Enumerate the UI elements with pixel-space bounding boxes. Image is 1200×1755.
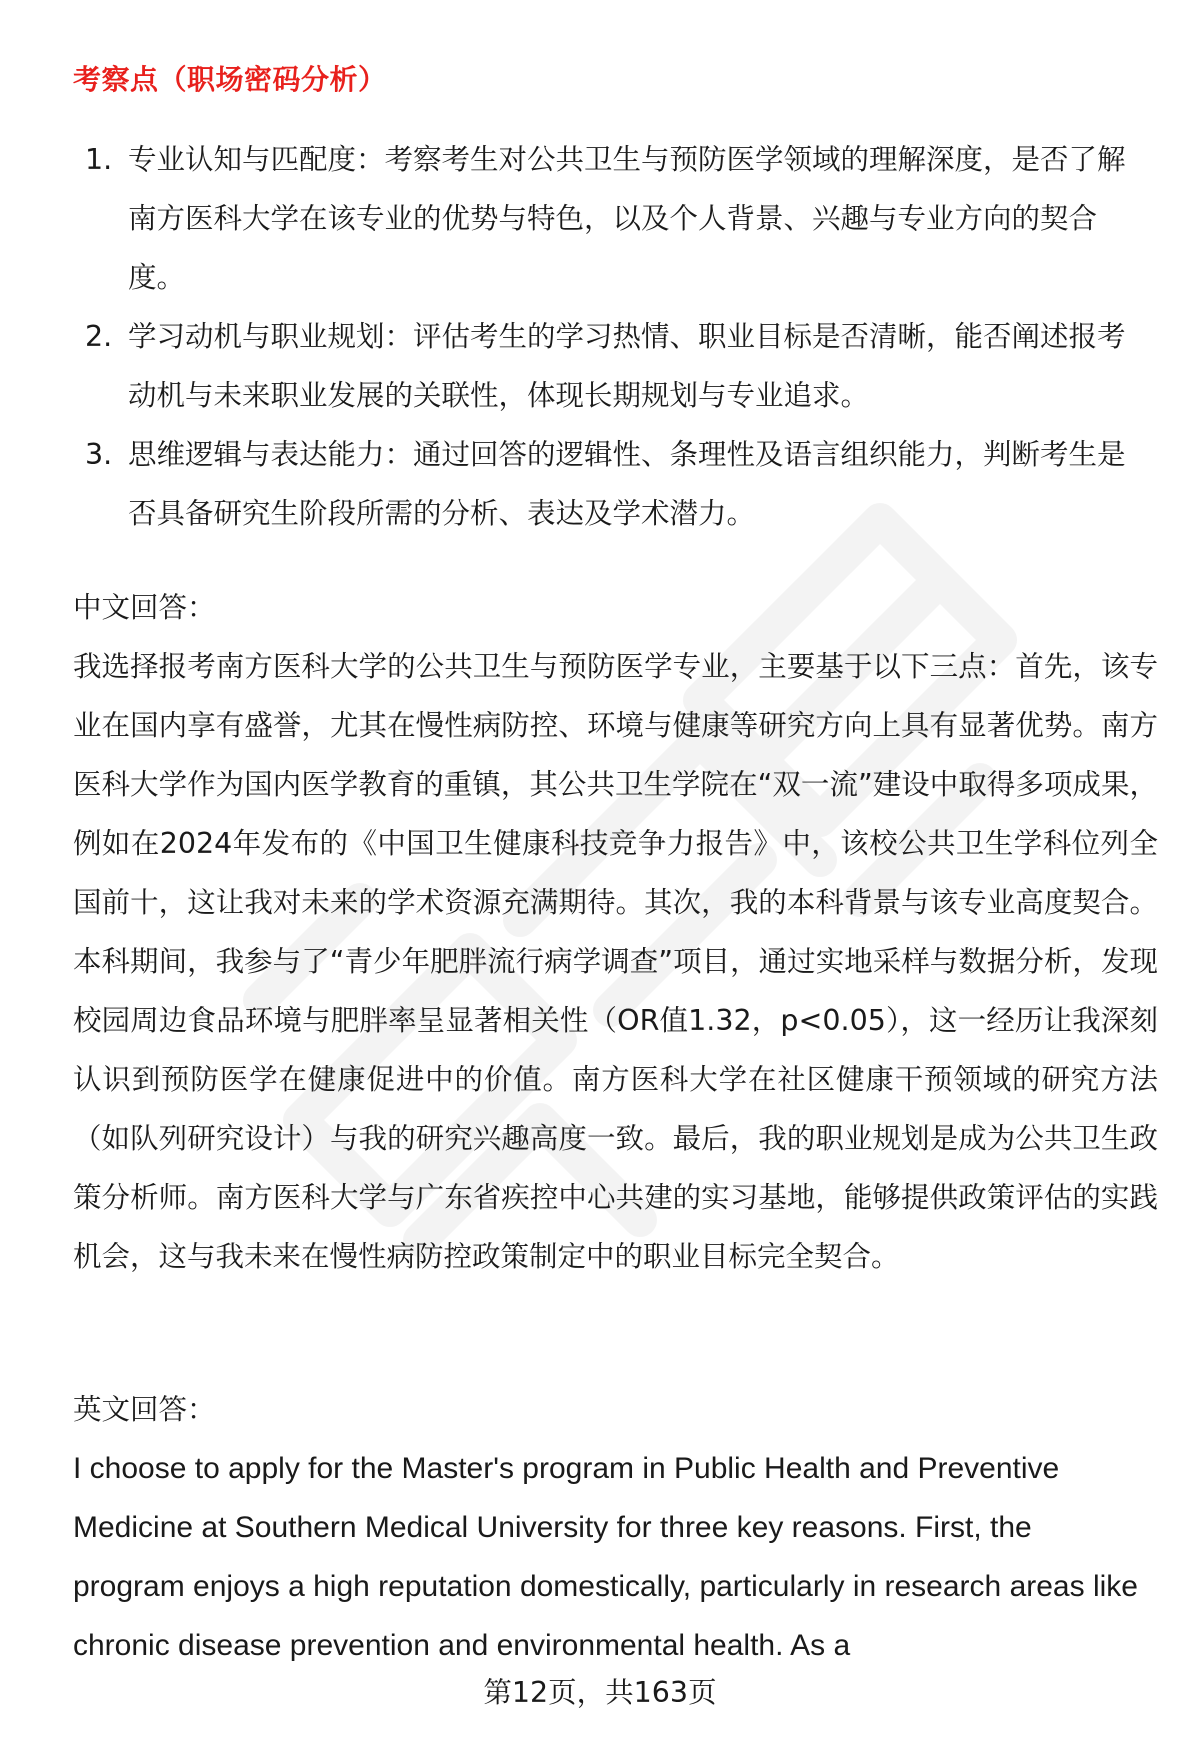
list-item-text: 专业认知与匹配度：考察考生对公共卫生与预防医学领域的理解深度，是否了解南方医科大学在该专业的优势与特色，以及个人背景、兴趣与专业方向的契合度。 (128, 143, 1126, 294)
list-number: 1. (85, 143, 113, 176)
chinese-answer-text: 我选择报考南方医科大学的公共卫生与预防医学专业，主要基于以下三点：首先，该专业在国内享有盛誉，尤其在慢性病防控、环境与健康等研究方向上具有显著优势。南方医科大学作为国内医学教育的重镇，其公共卫生学院在“双一流”建设中取得多项成果，例如在2024年发布的《中国卫生健康科技竞争力报告》中，该校公共卫生学科位列全国前十，这让我对未来的学术资源充满期待。其次，我的本科背景与该专业高度契合。本科期间，我参与了“青少年肥胖流行病学调查”项目，通过实地采样与数据分析，发现校园周边食品环境与肥胖率呈显著相关性（OR值1.32，p<0.05），这一经历让我深刻认识到预防医学在健康促进中的价值。南方医科大学在社区健康干预领域的研究方法（如队列研究设计）与我的研究兴趣高度一致。最后，我的职业规划是成为公共卫生政策分析师。南方医科大学与广东省疾控中心共建的实习基地，能够提供政策评估的实践机会，这与我未来在慢性病防控政策制定中的职业目标完全契合。 (73, 650, 1158, 1273)
english-answer-label: 英文回答： (73, 1393, 216, 1426)
list-number: 3. (85, 438, 113, 471)
chinese-answer-label: 中文回答： (73, 591, 216, 624)
list-item-text: 学习动机与职业规划：评估考生的学习热情、职业目标是否清晰，能否阐述报考动机与未来职业发展的关联性，体现长期规划与专业追求。 (128, 320, 1126, 412)
key-points-list (73, 130, 1153, 543)
list-number: 2. (85, 320, 113, 353)
page-number: 第12页，共163页 (483, 1676, 717, 1709)
english-answer-text: I choose to apply for the Master's program in Public Health and Preventive Medicine at Southern Medical University for three key reasons. First, the program enjoys a high reputation domestically, particularly in research areas like chronic disease prevention and environmental health. As a (73, 1452, 1138, 1662)
list-item-text: 思维逻辑与表达能力：通过回答的逻辑性、条理性及语言组织能力，判断考生是否具备研究生阶段所需的分析、表达及学术潜力。 (128, 438, 1126, 530)
list-item (73, 130, 1153, 307)
list-item (73, 425, 1153, 543)
list-item (73, 307, 1153, 425)
section-heading: 考察点（职场密码分析） (73, 63, 387, 96)
